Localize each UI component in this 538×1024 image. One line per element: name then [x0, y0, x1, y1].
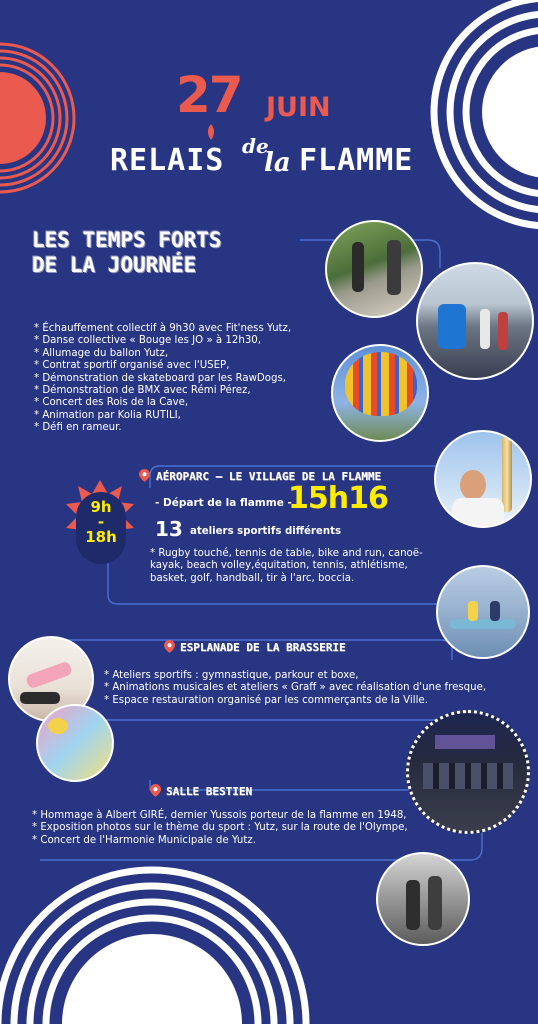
time-end: 18h [85, 528, 117, 546]
highlights-heading-line2: DE LA JOURNÉE [32, 253, 197, 277]
list-item: * Hommage à Albert GIRÉ, dernier Yussois porteur de la flamme en 1948, [32, 810, 407, 821]
title-relais: RELAIS [110, 143, 225, 178]
list-item: * Échauffement collectif à 9h30 avec Fit'ness Yutz, [34, 323, 292, 334]
list-item: * Concert des Rois de la Cave, [34, 397, 189, 409]
location-pin-icon [150, 784, 161, 797]
archive-photo [376, 852, 470, 946]
concert-photo [406, 710, 530, 834]
list-item: * Animations musicales et ateliers « Graff » avec réalisation d'une fresque, [104, 682, 487, 694]
workshops-list [150, 548, 450, 585]
highlights-heading-line1: LES TEMPS FORTS [32, 228, 222, 252]
list-item: * Exposition photos sur le thème du sport : Yutz, sur la route de l'Olympe, [32, 822, 408, 834]
workshops-label: ateliers sportifs différents [190, 526, 342, 537]
date-month: JUIN [266, 92, 331, 123]
list-item: * Concert de l'Harmonie Municipale de Yutz. [32, 834, 256, 846]
list-item: * Allumage du ballon Yutz, [34, 347, 169, 359]
bestien-title: SALLE BESTIEN [166, 785, 253, 798]
aeroparc-title: AÉROPARC – LE VILLAGE DE LA FLAMME [156, 470, 382, 483]
highlights-list [34, 323, 291, 435]
workshops-count: 13 [155, 517, 183, 541]
list-item: * Contrat sportif organisé avec l'USEP, [34, 360, 230, 372]
list-item: * Ateliers sportifs : gymnastique, parkour et boxe, [104, 670, 359, 681]
list-item: * Démonstration de skateboard par les RawDogs, [34, 372, 287, 384]
location-pin-icon [139, 469, 150, 482]
title-flamme: FLAMME [299, 143, 414, 178]
workshops-list-line: * Rugby touché, tennis de table, bike and run, canoë- [150, 548, 423, 559]
skate-photo [325, 220, 423, 318]
list-item: * Espace restauration organisé par les commerçants de la Ville. [104, 694, 428, 706]
highlights-heading [32, 228, 222, 278]
torch-photo [434, 430, 532, 528]
time-start: 9h [90, 498, 112, 516]
workshops-list-line: basket, golf, handball, tir à l'arc, boccia. [150, 572, 355, 584]
list-item: * Animation par Kolia RUTILI, [34, 409, 181, 421]
canoe-photo [436, 565, 530, 659]
time-separator: - [97, 513, 105, 531]
location-pin-icon [164, 640, 175, 653]
title-la: la [264, 148, 291, 178]
depart-time: 15h16 [288, 481, 388, 516]
depart-label: - Départ de la flamme - [155, 497, 292, 509]
bestien-list [32, 810, 408, 847]
title-de: de [242, 134, 269, 158]
graff-photo [36, 704, 114, 782]
esplanade-list [104, 670, 486, 707]
date-day: 27 [176, 66, 242, 124]
list-item: * Défi en rameur. [34, 422, 122, 434]
time-badge-text [76, 500, 126, 545]
list-item: * Démonstration de BMX avec Rémi Pérez, [34, 385, 251, 397]
running-photo [416, 262, 534, 380]
balloon-photo [331, 344, 429, 442]
list-item: * Danse collective « Bouge les JO » à 12h30, [34, 335, 262, 347]
workshops-list-line: kayak, beach volley,équitation, tennis, athlétisme, [150, 560, 408, 572]
esplanade-title: ESPLANADE DE LA BRASSERIE [180, 641, 346, 654]
